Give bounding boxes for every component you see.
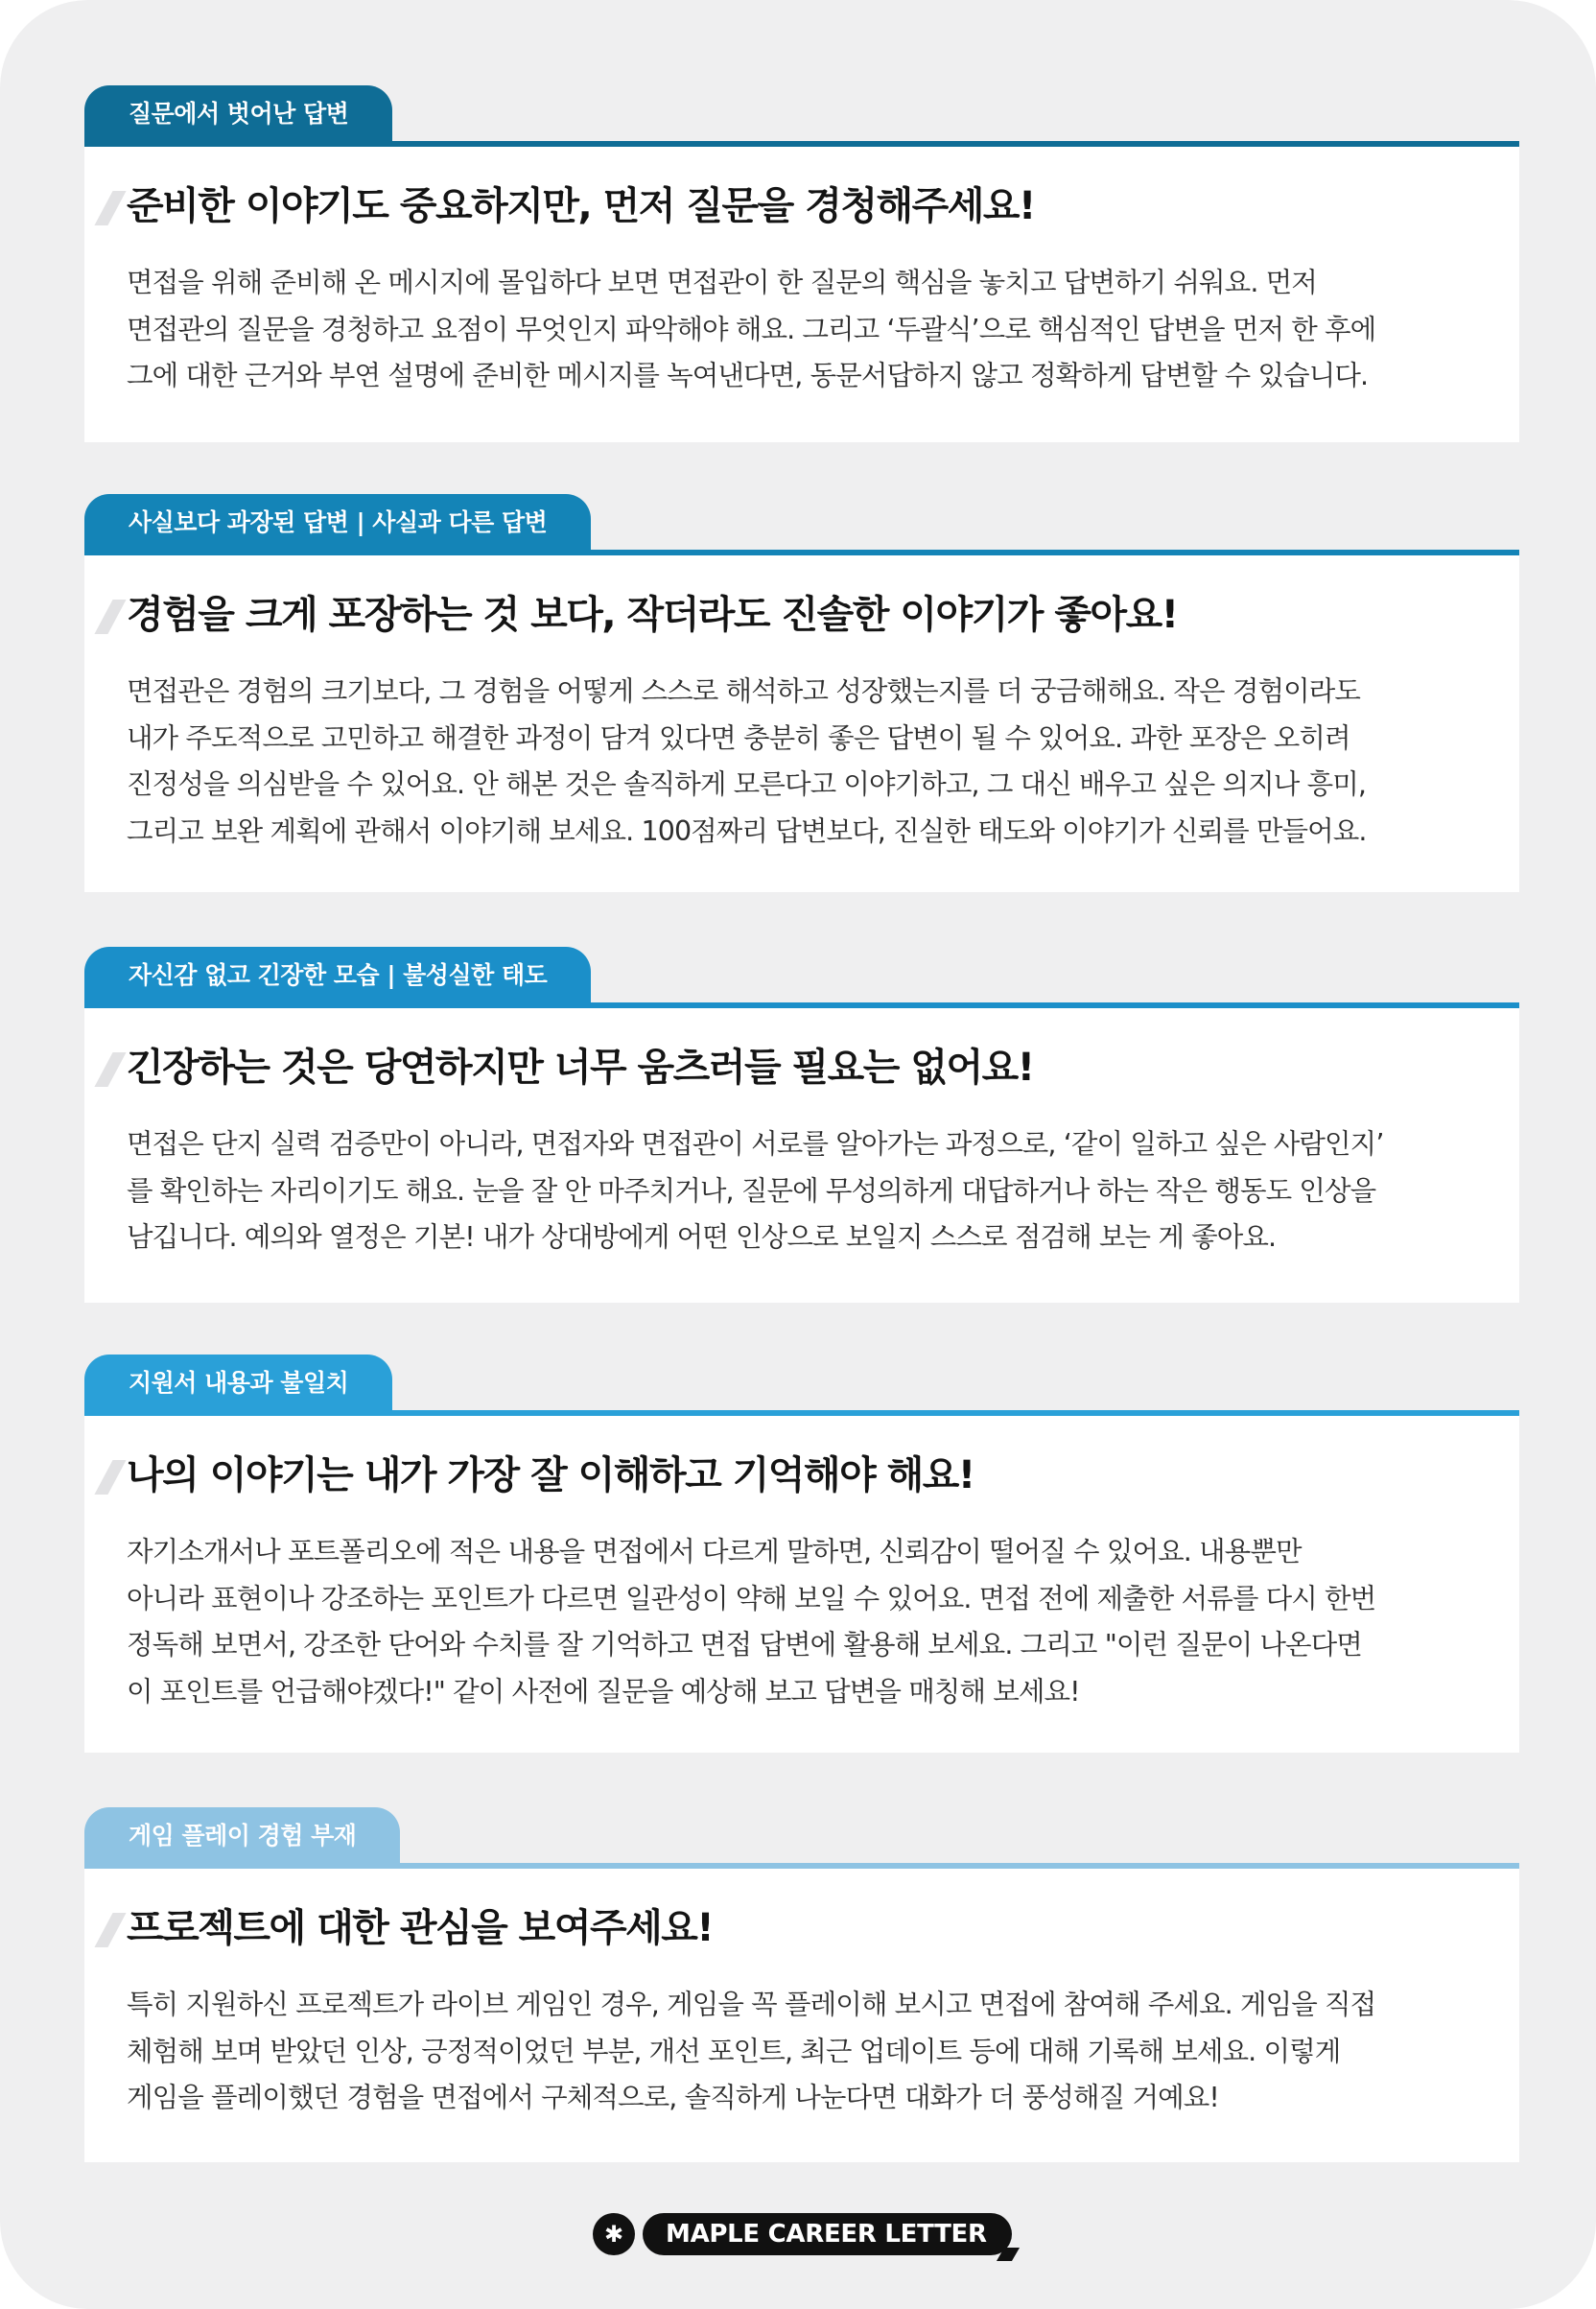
body-line: 면접을 위해 준비해 온 메시지에 몰입하다 보면 면접관이 한 질문의 핵심을 놓치고 답변하기 쉬워요. 먼저 xyxy=(127,267,1317,298)
section-divider xyxy=(84,550,1519,555)
section-body xyxy=(127,260,1477,400)
brand-text: MAPLE CAREER LETTER xyxy=(666,2220,987,2249)
section-tab-row xyxy=(84,947,1519,1008)
body-line: 체험해 보며 받았던 인상, 긍정적이었던 부분, 개선 포인트, 최근 업데이트 등에 대해 기록해 보세요. 이렇게 xyxy=(127,2035,1341,2067)
section-tab: 자신감 없고 긴장한 모습 | 불성실한 태도 xyxy=(84,947,591,1002)
body-line: 이 포인트를 언급해야겠다!" 같이 사전에 질문을 예상해 보고 답변을 매칭해 보세요! xyxy=(127,1675,1080,1708)
body-line: 면접관의 질문을 경청하고 요점이 무엇인지 파악해야 해요. 그리고 ‘두괄식’으로 핵심적인 답변을 먼저 한 후에 xyxy=(127,313,1376,345)
section-tab-row xyxy=(84,494,1519,555)
section-title: 프로젝트에 대한 관심을 보여주세요! xyxy=(127,1899,1477,1957)
section-tab: 지원서 내용과 불일치 xyxy=(84,1355,392,1410)
slash-decoration xyxy=(94,191,126,225)
body-line: 남깁니다. 예의와 열정은 기본! 내가 상대방에게 어떤 인상으로 보일지 스스로 점검해 보는 게 좋아요. xyxy=(127,1221,1277,1253)
body-line: 그리고 보완 계획에 관해서 이야기해 보세요. 100점짜리 답변보다, 진실한 태도와 이야기가 신뢰를 만들어요. xyxy=(127,814,1367,847)
section-body xyxy=(127,1982,1477,2122)
section-card xyxy=(84,1008,1519,1303)
body-line: 정독해 보면서, 강조한 단어와 수치를 잘 기억하고 면접 답변에 활용해 보세요. 그리고 "이런 질문이 나온다면 xyxy=(127,1629,1362,1661)
body-line: 진정성을 의심받을 수 있어요. 안 해본 것은 솔직하게 모른다고 이야기하고, 그 대신 배우고 싶은 의지나 흥미, xyxy=(127,768,1367,800)
body-line: 게임을 플레이했던 경험을 면접에서 구체적으로, 솔직하게 나눈다면 대화가 더 풍성해질 거예요! xyxy=(127,2082,1219,2113)
slash-decoration xyxy=(94,1052,126,1087)
section-nervous xyxy=(84,947,1519,1303)
section-mismatch xyxy=(84,1355,1519,1753)
section-exaggerated xyxy=(84,494,1519,892)
section-tab-row xyxy=(84,1355,1519,1416)
section-card xyxy=(84,147,1519,442)
slash-decoration xyxy=(94,1460,126,1495)
section-divider xyxy=(84,1863,1519,1869)
section-body xyxy=(127,1121,1477,1261)
body-line: 내가 주도적으로 고민하고 해결한 과정이 담겨 있다면 충분히 좋은 답변이 될 수 있어요. 과한 포장은 오히려 xyxy=(127,721,1350,754)
body-line: 아니라 표현이나 강조하는 포인트가 다르면 일관성이 약해 보일 수 있어요. 면접 전에 제출한 서류를 다시 한번 xyxy=(127,1582,1376,1614)
slash-decoration xyxy=(94,1913,126,1947)
section-title: 나의 이야기는 내가 가장 잘 이해하고 기억해야 해요! xyxy=(127,1447,1477,1504)
section-no-gameplay xyxy=(84,1807,1519,2162)
section-body xyxy=(127,1529,1477,1715)
section-off-topic xyxy=(84,85,1519,442)
maple-leaf-icon: ✱ xyxy=(593,2213,635,2255)
section-card xyxy=(84,1869,1519,2162)
section-tab: 게임 플레이 경험 부재 xyxy=(84,1807,400,1863)
section-divider xyxy=(84,1002,1519,1008)
slash-decoration xyxy=(94,600,126,634)
section-tab: 질문에서 벗어난 답변 xyxy=(84,85,392,141)
body-line: 를 확인하는 자리이기도 해요. 눈을 잘 안 마주치거나, 질문에 무성의하게 대답하거나 하는 작은 행동도 인상을 xyxy=(127,1174,1376,1207)
section-divider xyxy=(84,141,1519,147)
section-tab-row xyxy=(84,1807,1519,1869)
body-line: 면접관은 경험의 크기보다, 그 경험을 어떻게 스스로 해석하고 성장했는지를 더 궁금해해요. 작은 경험이라도 xyxy=(127,675,1360,707)
section-body xyxy=(127,669,1477,855)
section-card xyxy=(84,1416,1519,1753)
body-line: 그에 대한 근거와 부연 설명에 준비한 메시지를 녹여낸다면, 동문서답하지 않고 정확하게 답변할 수 있습니다. xyxy=(127,360,1369,391)
body-line: 특히 지원하신 프로젝트가 라이브 게임인 경우, 게임을 꼭 플레이해 보시고 면접에 참여해 주세요. 게임을 직접 xyxy=(127,1989,1376,2020)
brand-label xyxy=(643,2213,1012,2255)
section-title: 경험을 크게 포장하는 것 보다, 작더라도 진솔한 이야기가 좋아요! xyxy=(127,586,1477,644)
body-line: 자기소개서나 포트폴리오에 적은 내용을 면접에서 다르게 말하면, 신뢰감이 떨어질 수 있어요. 내용뿐만 xyxy=(127,1536,1302,1567)
section-card xyxy=(84,555,1519,892)
section-tab-row xyxy=(84,85,1519,147)
body-line: 면접은 단지 실력 검증만이 아니라, 면접자와 면접관이 서로를 알아가는 과정으로, ‘같이 일하고 싶은 사람인지’ xyxy=(127,1128,1384,1160)
section-divider xyxy=(84,1410,1519,1416)
speech-tail xyxy=(997,2248,1020,2261)
section-title: 긴장하는 것은 당연하지만 너무 움츠러들 필요는 없어요! xyxy=(127,1039,1477,1096)
section-title: 준비한 이야기도 중요하지만, 먼저 질문을 경청해주세요! xyxy=(127,177,1477,235)
section-tab: 사실보다 과장된 답변 | 사실과 다른 답변 xyxy=(84,494,591,550)
